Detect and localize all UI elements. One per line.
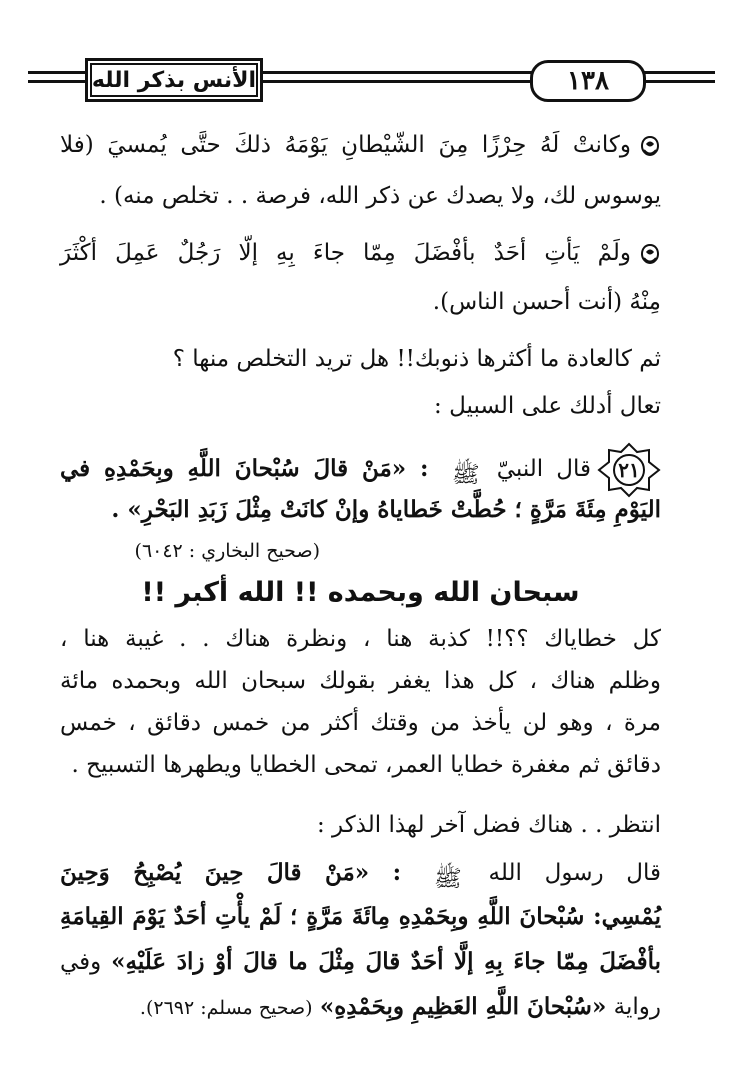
text-line: يوسوس لك، ولا يصدك عن ذكر الله، فرصة . . تخلص منه) . (99, 183, 661, 209)
text-line: انتظر . . هناك فضل آخر لهذا الذكر : (316, 812, 661, 838)
text-line (60, 945, 661, 979)
text-line: ثم كالعادة ما أكثرها ذنوبك!! هل تريد التخلص منها ؟ (172, 346, 661, 372)
running-title: الأنس بذكر الله (85, 58, 263, 102)
hadith-number-badge (597, 442, 661, 498)
text-line: وظلم هناك ، كل هذا يغفر بقولك سبحان الله وبحمده مائة (60, 668, 661, 694)
text-line: كل خطاياك ؟؟!! كذبة هنا ، ونظرة هناك . . غيبة هنا ، (60, 626, 661, 652)
hadith-number: ٢١ (618, 458, 640, 482)
flower-ornament-icon (639, 135, 661, 157)
hadith-source: (صحيح مسلم: ٢٦٩٢). (139, 997, 313, 1019)
hadith-text: : «مَنْ قالَ حِينَ يُصْبِحُ وَحِينَ (60, 859, 402, 886)
text-line (60, 856, 661, 890)
hadith-source: (صحيح البخاري : ٦٠٤٢) (134, 540, 320, 562)
text-run: قال النبيّ (496, 456, 592, 482)
salutation-glyph: ﷺ (434, 866, 462, 892)
text-run: قال رسول الله (488, 860, 662, 886)
text-run: ولَمْ يَأتِ أحَدٌ بأفْضَلَ مِمّا جاءَ بِهِ إلّا رَجُلٌ عَمِلَ أكْثَرَ (60, 240, 631, 266)
text-line: مرة ، وهو لن يأخذ من وقتك أكثر من خمس دقائق ، خمس (60, 710, 661, 736)
text-line: تعال أدلك على السبيل : (434, 393, 661, 419)
hadith-text: : «مَنْ قالَ سُبْحانَ اللَّهِ وبِحَمْدِهِ في (60, 455, 429, 482)
text-run: رواية (613, 994, 661, 1020)
page-number: ١٣٨ (530, 60, 646, 102)
hadith-text: اليَوْمِ مِئَةَ مَرَّةٍ ؛ حُطَّتْ خَطاياهُ وإنْ كانَتْ مِثْلَ زَبَدِ البَحْرِ» . (111, 496, 661, 523)
text-line (60, 236, 661, 270)
text-line: دقائق ثم مغفرة خطايا العمر، تمحى الخطايا ويطهرها التسبيح . (71, 752, 661, 778)
text-line (60, 128, 661, 162)
hadith-text: بأفْضَلَ مِمّا جاءَ بِهِ إلَّا أحَدٌ قالَ مِثْلَ ما قالَ أوْ زادَ عَلَيْهِ» (111, 948, 661, 975)
text-line (60, 452, 591, 486)
text-run: وكانتْ لَهُ حِرْزًا مِنَ الشّيْطانِ يَوْمَهُ ذلكَ حتَّى يُمسيَ (فلا (60, 132, 631, 158)
text-run: وفي (60, 949, 102, 975)
text-line: مِنْهُ (أنت أحسن الناس). (432, 289, 661, 315)
section-heading: سبحان الله وبحمده !! الله أكبر !! (141, 577, 580, 608)
flower-ornament-icon (639, 243, 661, 265)
salutation-glyph: ﷺ (451, 462, 480, 488)
text-line (60, 990, 661, 1025)
hadith-text: يُمْسِي: سُبْحانَ اللَّهِ وبِحَمْدِهِ مِائَةَ مَرَّةٍ ؛ لَمْ يأْتِ أحَدٌ يَوْمَ القِيامَةِ (60, 903, 661, 930)
hadith-text: «سُبْحانَ اللَّهِ العَظِيمِ وبِحَمْدِهِ» (319, 993, 607, 1020)
